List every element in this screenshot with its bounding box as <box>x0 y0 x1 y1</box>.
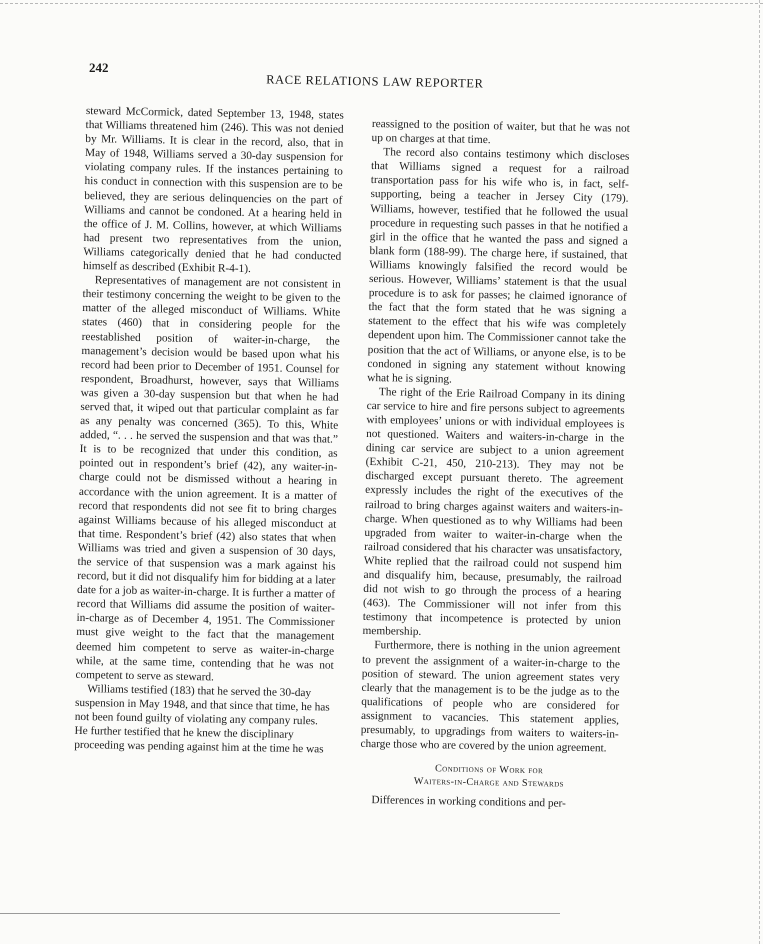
section-heading <box>360 761 618 792</box>
right-column <box>359 117 630 812</box>
right-paragraph-2: The record also contains testimony which discloses that Williams signed a request for a railroad transportation pass for his wife who is, in fact, self-supporting, being a teacher in Jersey City (179). Williams, however, testified that he followed the usual procedure in requesting such passes in that he notified a girl in the office that he wanted the pass and signed a blank form (188-99). The charge here, if sustained, that Williams knowingly falsified the record would be serious. However, Williams’ statement is that the usual procedure is to ask for passes; he claimed ignorance of the fact that the form stated that he was signing a statement to the effect that his wife was completely dependent upon him. The Commissioner cannot take the position that the act of Williams, or anyone else, is to be condoned in signing any statement without knowing what he is signing. <box>367 146 630 386</box>
section-heading-line-2: Waiters-in-Charge and Stewards <box>413 776 564 790</box>
left-paragraph-3: Williams testified (183) that he served the 30-day suspension in May 1948, and that since that time, he has not been found guilty of violating any company rules. He further testified that he knew the disciplinary proceeding was pending against him at the time he was <box>74 682 330 756</box>
right-paragraph-5: Differences in working conditions and per- <box>371 794 566 810</box>
right-paragraph-3: The right of the Erie Railroad Company in its dining car service to hire and fire persons subject to agreements with employees’ unions or with individual employees is not questioned. Waiters and waiters-in-charge in the dining car service are subject to a union agreement (Exhibit C-21, 450, 210-213). They may not be discharged except pursuant thereto. The agreement expressly includes the right of the executives of the railroad to bring charges against waiters and waiters-in-charge. When questioned as to why Williams had been upgraded from waiter to waiter-in-charge when the railroad considered that his character was unsatisfactory, White replied that the railroad could not suspend him and disqualify him, because, presumably, the railroad did not wish to go through the process of a hearing (463). The Commissioner will not infer from this testimony that incompetence is protected by union membership. <box>362 385 626 639</box>
right-paragraph-1: reassigned to the position of waiter, but that he was not up on charges at that time. <box>371 117 630 147</box>
page-number: 242 <box>89 60 109 75</box>
page-top-edge <box>0 3 763 4</box>
left-column <box>74 104 344 757</box>
page-right-edge <box>759 0 760 944</box>
section-heading-line-1: Conditions of Work for <box>434 763 544 777</box>
left-paragraph-1: steward McCormick, dated September 13, 1948, states that Williams threatened him (246). This was not denied by Mr. Williams. It is clear in the record, also, that in May of 1948, Williams served a 30-day suspension for violating company rules. If the instances pertaining to his conduct in connection with this suspension are to be believed, they are serious delinquencies on the part of Williams and cannot be condoned. At a hearing held in the office of J. M. Collins, however, at which Williams had present two representatives from the union, Williams categorically denied that he had conducted himself as described (Exhibit R-4-1). <box>82 104 344 276</box>
left-paragraph-2: Representatives of management are not consistent in their testimony concerning the weight to be given to the matter of the alleged misconduct of Williams. White states (460) that in considering people for the reestablished position of waiter-in-charge, the management’s decision would be based upon what his record had been prior to December of 1951. Counsel for respondent, Broadhurst, however, says that Williams was given a 30-day suspension but that when he had served that, it wiped out that particular complaint as far as any penalty was concerned (365). To this, White added, “. . . he served the suspension and that was that.” It is to be recognized that under this condition, as pointed out in respondent’s brief (42), any waiter-in-charge could not be dismissed without a hearing in accordance with the union agreement. It is a matter of record that respondents did not see fit to bring charges against Williams because of his alleged misconduct at that time. Respondent’s brief (42) also states that when Williams was tried and given a suspension of 30 days, the service of that suspension was a mark against his record, but it did not disqualify him for bidding at a later date for a job as waiter-in-charge. It is further a matter of record that Williams did assume the position of waiter-in-charge as of December 4, 1951. The Commissioner must give weight to the fact that the management deemed him competent to serve as waiter-in-charge while, at the same time, contending that he was not competent to serve as steward. <box>75 274 341 684</box>
page-bottom-rule <box>0 913 560 914</box>
right-paragraph-4: Furthermore, there is nothing in the union agreement to prevent the assignment of a waiter-in-charge to the position of steward. The union agreement states very clearly that the management is to be the judge as to the qualifications of people who are considered for assignment to vacancies. This statement applies, presumably, to upgradings from waiters to waiters-in-charge those who are covered by the union agreement. <box>360 639 621 755</box>
running-title: RACE RELATIONS LAW REPORTER <box>266 72 484 91</box>
